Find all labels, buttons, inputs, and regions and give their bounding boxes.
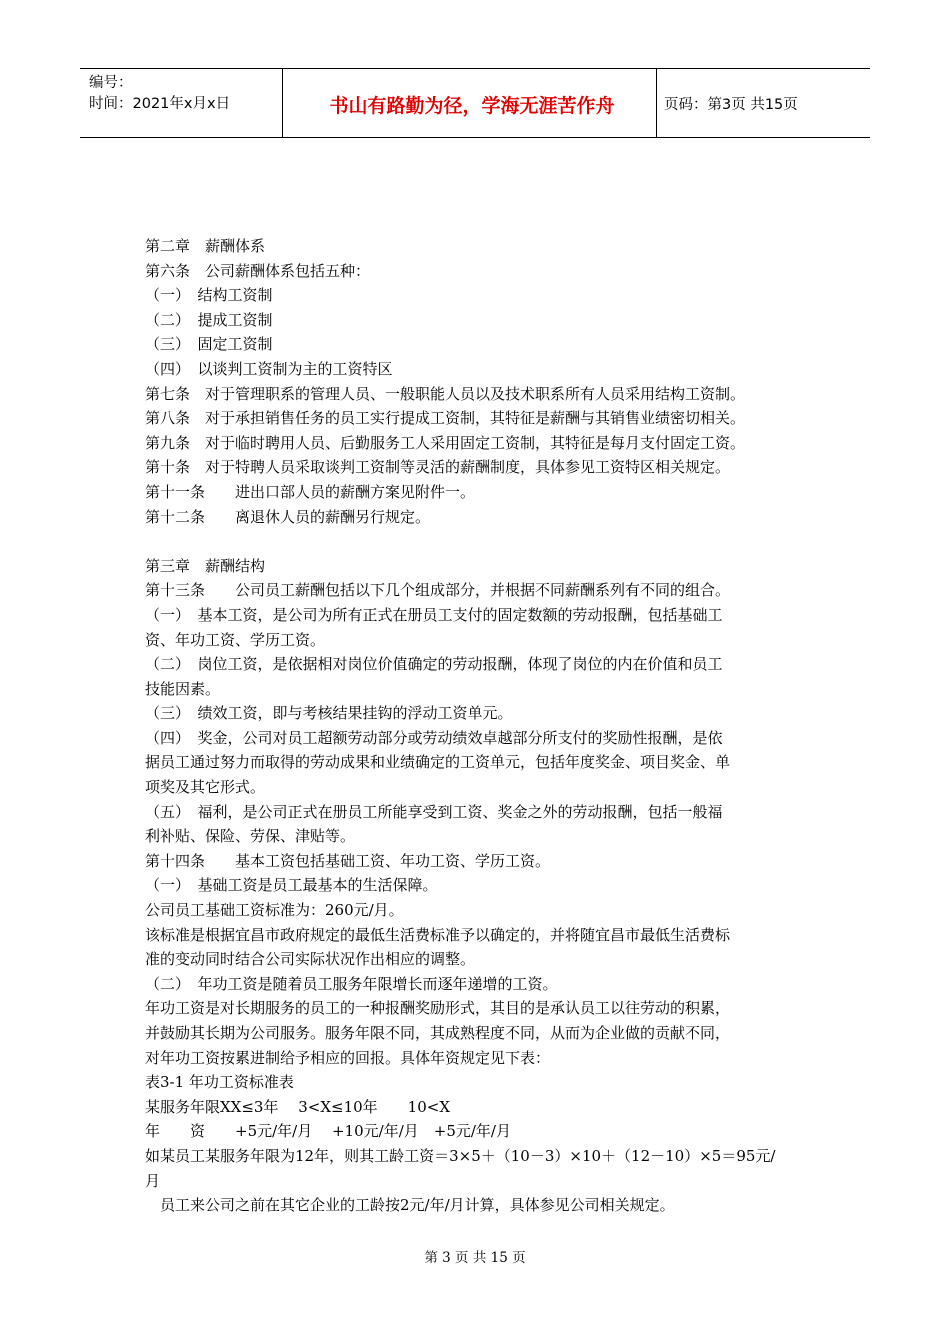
text-line: 年 资 +5元/年/月 +10元/年/月 +5元/年/月 [145, 1122, 511, 1141]
document-time-label: 时间：2021年x月x日 [89, 96, 231, 112]
text-line: 第十四条 基本工资包括基础工资、年功工资、学历工资。 [145, 851, 551, 870]
text-line: 表3-1 年功工资标准表 [145, 1073, 294, 1092]
text-line: 第二章 薪酬体系 [145, 237, 266, 255]
document-number-label: 编号： [89, 75, 133, 91]
text-line: 第十二条 离退休人员的薪酬另行规定。 [145, 507, 431, 526]
document-body [145, 234, 815, 1218]
text-line: 第八条 对于承担销售任务的员工实行提成工资制，其特征是薪酬与其销售业绩密切相关。 [145, 409, 746, 428]
header-meta [89, 73, 230, 115]
header-page-label: 页码：第3页 共15页 [664, 97, 798, 113]
text-line: （一） 基础工资是员工最基本的生活保障。 [145, 876, 438, 895]
text-line: （三） 固定工资制 [145, 335, 273, 354]
text-line: 如某员工某服务年限为12年，则其工龄工资＝3×5＋（10－3）×10＋（12－10）×5＝95元/ [145, 1146, 776, 1165]
text-line: 第三章 薪酬结构 [145, 556, 266, 575]
text-line: 第十条 对于特聘人员采取谈判工资制等灵活的薪酬制度，具体参见工资特区相关规定。 [145, 458, 731, 477]
text-line: 公司员工基础工资标准为：260元/月。 [145, 901, 404, 920]
page-header [80, 68, 870, 138]
text-line: （三） 绩效工资，即与考核结果挂钩的浮动工资单元。 [145, 704, 513, 723]
text-line: 第十一条 进出口部人员的薪酬方案见附件一。 [145, 482, 476, 501]
text-line: 第十三条 公司员工薪酬包括以下几个组成部分，并根据不同薪酬系列有不同的组合。 [145, 581, 731, 600]
text-line: 并鼓励其长期为公司服务。服务年限不同，其成熟程度不同，从而为企业做的贡献不同， [145, 1024, 731, 1042]
text-line: （一） 基本工资，是公司为所有正式在册员工支付的固定数额的劳动报酬，包括基础工 [145, 605, 723, 624]
text-line: 某服务年限XX≤3年 3<X≤10年 10<X [145, 1097, 451, 1116]
text-line: 员工来公司之前在其它企业的工龄按2元/年/月计算，具体参见公司相关规定。 [160, 1196, 675, 1215]
page-footer: 第 3 页 共 15 页 [424, 1250, 526, 1266]
text-line: 第七条 对于管理职系的管理人员、一般职能人员以及技术职系所有人员采用结构工资制。 [145, 384, 746, 403]
blank-line [145, 529, 815, 554]
text-line: 第九条 对于临时聘用人员、后勤服务工人采用固定工资制，其特征是每月支付固定工资。 [145, 433, 746, 452]
text-line: 该标准是根据宜昌市政府规定的最低生活费标准予以确定的，并将随宜昌市最低生活费标 [145, 925, 731, 944]
text-line: 月 [145, 1171, 161, 1190]
text-line: （五） 福利，是公司正式在册员工所能享受到工资、奖金之外的劳动报酬，包括一般福 [145, 802, 723, 821]
text-line: 第六条 公司薪酬体系包括五种： [145, 261, 371, 280]
text-line: （二） 年功工资是随着员工服务年限增长而逐年递增的工资。 [145, 974, 558, 993]
text-line: 技能因素。 [145, 679, 221, 698]
text-line: （一） 结构工资制 [145, 286, 273, 305]
header-motto: 书山有路勤为径，学海无涯苦作舟 [329, 95, 615, 117]
text-line: （二） 提成工资制 [145, 310, 273, 329]
text-line: 年功工资是对长期服务的员工的一种报酬奖励形式，其目的是承认员工以往劳动的积累， [145, 999, 731, 1018]
text-line: 据员工通过努力而取得的劳动成果和业绩确定的工资单元，包括年度奖金、项目奖金、单 [145, 753, 731, 772]
text-line: （四） 奖金，公司对员工超额劳动部分或劳动绩效卓越部分所支付的奖励性报酬，是依 [145, 728, 723, 747]
text-line: 资、年功工资、学历工资。 [145, 630, 326, 649]
text-line: 项奖及其它形式。 [145, 778, 266, 797]
text-line: 准的变动同时结合公司实际状况作出相应的调整。 [145, 950, 476, 969]
text-line: 利补贴、保险、劳保、津贴等。 [145, 827, 356, 846]
text-line: （二） 岗位工资，是依据相对岗位价值确定的劳动报酬，体现了岗位的内在价值和员工 [145, 655, 723, 674]
text-line: 对年功工资按累进制给予相应的回报。具体年资规定见下表： [145, 1048, 551, 1067]
text-line: （四） 以谈判工资制为主的工资特区 [145, 359, 393, 378]
